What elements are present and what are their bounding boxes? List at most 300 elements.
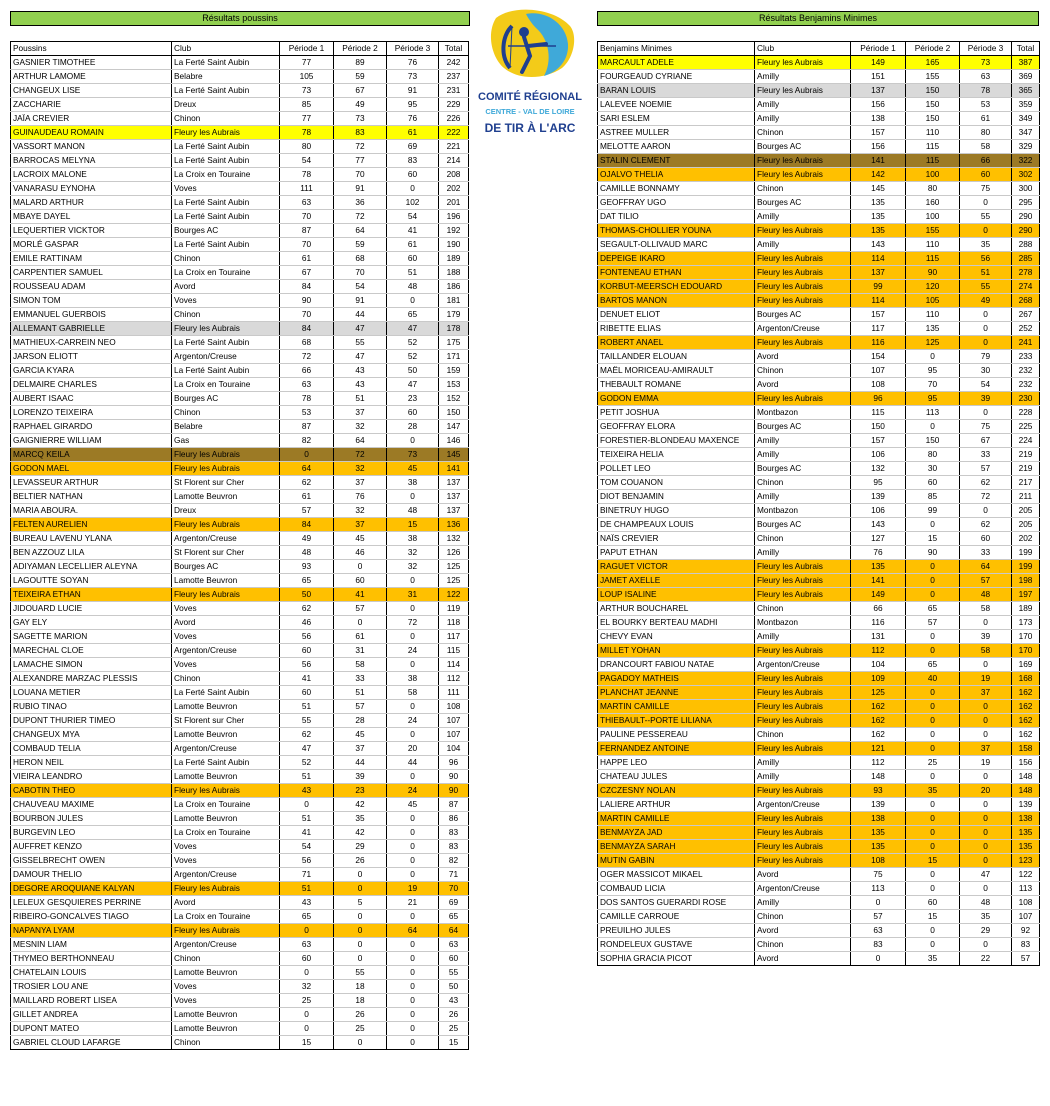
periode-2-score: 0 (906, 588, 960, 602)
periode-2-score: 43 (334, 364, 387, 378)
periode-2-score: 150 (906, 112, 960, 126)
table-row (11, 770, 469, 784)
table-row (598, 742, 1040, 756)
total-score: 82 (439, 854, 469, 868)
archer-name: BUREAU LAVENU YLANA (11, 532, 172, 546)
periode-1-score: 116 (851, 616, 906, 630)
total-score: 125 (439, 574, 469, 588)
table-row (11, 616, 469, 630)
total-score: 156 (1012, 756, 1040, 770)
periode-1-score: 84 (280, 280, 334, 294)
archer-name: GUINAUDEAU ROMAIN (11, 126, 172, 140)
table-row (598, 196, 1040, 210)
club-name: La Ferté Saint Aubin (172, 56, 280, 70)
periode-1-score: 84 (280, 322, 334, 336)
periode-2-score: 26 (334, 1008, 387, 1022)
periode-1-score: 95 (851, 476, 906, 490)
table-row (11, 798, 469, 812)
periode-3-score: 48 (387, 504, 439, 518)
club-name: Montbazon (755, 616, 851, 630)
total-score: 90 (439, 770, 469, 784)
archer-name: CARPENTIER SAMUEL (11, 266, 172, 280)
total-score: 202 (1012, 532, 1040, 546)
archer-name: GAIGNIERRE WILLIAM (11, 434, 172, 448)
table-row (11, 574, 469, 588)
club-name: Fleury les Aubrais (755, 742, 851, 756)
table-row (598, 882, 1040, 896)
archer-name: JARSON ELIOTT (11, 350, 172, 364)
periode-2-score: 155 (906, 70, 960, 84)
periode-2-score: 15 (906, 532, 960, 546)
table-row (11, 210, 469, 224)
periode-1-score: 77 (280, 112, 334, 126)
archer-name: RIBETTE ELIAS (598, 322, 755, 336)
periode-3-score: 55 (960, 210, 1012, 224)
periode-3-score: 49 (960, 294, 1012, 308)
periode-3-score: 91 (387, 84, 439, 98)
periode-2-score: 49 (334, 98, 387, 112)
archer-name: CABOTIN THEO (11, 784, 172, 798)
periode-1-score: 51 (280, 700, 334, 714)
table-row (11, 966, 469, 980)
table-row (11, 196, 469, 210)
total-score: 219 (1012, 448, 1040, 462)
periode-1-score: 142 (851, 168, 906, 182)
club-name: Bourges AC (755, 196, 851, 210)
table-row (598, 70, 1040, 84)
periode-1-score: 105 (280, 70, 334, 84)
periode-1-score: 66 (851, 602, 906, 616)
total-score: 60 (439, 952, 469, 966)
periode-2-score: 18 (334, 980, 387, 994)
archer-name: DAT TILIO (598, 210, 755, 224)
periode-1-score: 0 (851, 896, 906, 910)
club-name: Avord (755, 868, 851, 882)
archer-name: ROBERT ANAEL (598, 336, 755, 350)
periode-1-score: 60 (280, 952, 334, 966)
periode-1-score: 87 (280, 420, 334, 434)
archer-name: GEOFFRAY UGO (598, 196, 755, 210)
periode-3-score: 35 (960, 910, 1012, 924)
club-name: Voves (172, 994, 280, 1008)
periode-2-score: 26 (334, 854, 387, 868)
periode-3-score: 0 (960, 938, 1012, 952)
periode-2-score: 0 (906, 812, 960, 826)
club-name: Bourges AC (755, 308, 851, 322)
table-row (598, 266, 1040, 280)
periode-1-score: 61 (280, 490, 334, 504)
table-row (598, 364, 1040, 378)
poussins-results-table (10, 41, 469, 1050)
periode-2-score: 47 (334, 322, 387, 336)
table-row (598, 182, 1040, 196)
periode-1-score: 67 (280, 266, 334, 280)
periode-2-score: 155 (906, 224, 960, 238)
periode-2-score: 59 (334, 238, 387, 252)
club-name: Bourges AC (172, 560, 280, 574)
periode-3-score: 0 (960, 840, 1012, 854)
periode-2-score: 45 (334, 728, 387, 742)
periode-1-score: 48 (280, 546, 334, 560)
total-score: 232 (1012, 364, 1040, 378)
club-name: Chinon (755, 476, 851, 490)
periode-2-score: 125 (906, 336, 960, 350)
total-score: 196 (439, 210, 469, 224)
club-name: Chinon (172, 112, 280, 126)
periode-1-score: 51 (280, 882, 334, 896)
periode-2-score: 29 (334, 840, 387, 854)
periode-1-score: 62 (280, 602, 334, 616)
periode-1-score: 109 (851, 672, 906, 686)
periode-3-score: 0 (960, 308, 1012, 322)
periode-3-score: 0 (960, 728, 1012, 742)
archer-name: BEN AZZOUZ LILA (11, 546, 172, 560)
periode-3-score: 63 (960, 70, 1012, 84)
archer-name: JAMET AXELLE (598, 574, 755, 588)
periode-3-score: 75 (960, 182, 1012, 196)
periode-2-score: 80 (906, 182, 960, 196)
table-row (11, 462, 469, 476)
periode-2-score: 160 (906, 196, 960, 210)
club-name: La Ferté Saint Aubin (172, 196, 280, 210)
archer-name: LALIERE ARTHUR (598, 798, 755, 812)
archer-name: CHEVY EVAN (598, 630, 755, 644)
periode-3-score: 62 (960, 476, 1012, 490)
periode-2-score: 85 (906, 490, 960, 504)
periode-2-score: 0 (906, 700, 960, 714)
periode-1-score: 56 (280, 630, 334, 644)
total-score: 170 (1012, 630, 1040, 644)
archer-name: RONDELEUX GUSTAVE (598, 938, 755, 952)
periode-1-score: 0 (280, 448, 334, 462)
archer-name: LOUANA METIER (11, 686, 172, 700)
archer-name: TROSIER LOU ANE (11, 980, 172, 994)
periode-2-score: 0 (906, 924, 960, 938)
archer-name: VASSORT MANON (11, 140, 172, 154)
periode-3-score: 48 (387, 280, 439, 294)
periode-3-score: 0 (387, 826, 439, 840)
table-row (11, 854, 469, 868)
periode-2-score: 0 (906, 882, 960, 896)
periode-2-score: 110 (906, 126, 960, 140)
table-row (11, 238, 469, 252)
club-name: Chinon (172, 252, 280, 266)
club-name: Amilly (755, 98, 851, 112)
periode-2-score: 110 (906, 238, 960, 252)
periode-1-score: 162 (851, 714, 906, 728)
club-name: St Florent sur Cher (172, 714, 280, 728)
periode-3-score: 0 (960, 826, 1012, 840)
table-row (11, 182, 469, 196)
periode-1-score: 55 (280, 714, 334, 728)
table-row (598, 896, 1040, 910)
periode-1-score: 0 (280, 1008, 334, 1022)
club-name: Voves (172, 840, 280, 854)
periode-3-score: 72 (387, 616, 439, 630)
archer-name: TAILLANDER ELOUAN (598, 350, 755, 364)
archer-name: ARTHUR BOUCHAREL (598, 602, 755, 616)
table-row (598, 658, 1040, 672)
periode-2-score: 5 (334, 896, 387, 910)
periode-3-score: 24 (387, 644, 439, 658)
periode-2-score: 100 (906, 210, 960, 224)
club-name: Voves (172, 630, 280, 644)
total-score: 132 (439, 532, 469, 546)
periode-2-score: 0 (334, 938, 387, 952)
archer-name: DOS SANTOS GUERARDI ROSE (598, 896, 755, 910)
table-row (598, 168, 1040, 182)
table-row (11, 812, 469, 826)
table-row (11, 378, 469, 392)
periode-3-score: 60 (960, 168, 1012, 182)
periode-1-score: 0 (280, 966, 334, 980)
periode-1-score: 162 (851, 700, 906, 714)
table-row (598, 686, 1040, 700)
table-row (11, 840, 469, 854)
archer-name: BARROCAS MELYNA (11, 154, 172, 168)
club-name: La Croix en Touraine (172, 168, 280, 182)
table-row (11, 994, 469, 1008)
total-score: 168 (1012, 672, 1040, 686)
periode-3-score: 0 (387, 868, 439, 882)
periode-1-score: 50 (280, 588, 334, 602)
comite-regional-logo (474, 6, 586, 148)
periode-2-score: 90 (906, 266, 960, 280)
total-score: 228 (1012, 406, 1040, 420)
club-name: Gas (172, 434, 280, 448)
periode-1-score: 139 (851, 490, 906, 504)
periode-3-score: 39 (960, 392, 1012, 406)
table-row (598, 448, 1040, 462)
table-row (598, 476, 1040, 490)
table-row (598, 602, 1040, 616)
club-name: La Croix en Touraine (172, 826, 280, 840)
table-row (598, 154, 1040, 168)
archer-name: MELOTTE AARON (598, 140, 755, 154)
archer-name: SEGAULT-OLLIVAUD MARC (598, 238, 755, 252)
periode-3-score: 21 (387, 896, 439, 910)
periode-1-score: 83 (851, 938, 906, 952)
periode-3-score: 44 (387, 756, 439, 770)
total-score: 369 (1012, 70, 1040, 84)
table-row (11, 658, 469, 672)
total-score: 96 (439, 756, 469, 770)
total-score: 123 (1012, 854, 1040, 868)
total-score: 221 (439, 140, 469, 154)
periode-1-score: 99 (851, 280, 906, 294)
periode-1-score: 135 (851, 560, 906, 574)
club-name: Chinon (755, 910, 851, 924)
table-row (598, 294, 1040, 308)
periode-3-score: 69 (387, 140, 439, 154)
total-score: 274 (1012, 280, 1040, 294)
periode-3-score: 38 (387, 672, 439, 686)
table-row (598, 322, 1040, 336)
table-row (11, 1008, 469, 1022)
total-score: 141 (439, 462, 469, 476)
periode-3-score: 19 (960, 672, 1012, 686)
club-name: La Ferté Saint Aubin (172, 686, 280, 700)
total-score: 150 (439, 406, 469, 420)
club-name: Amilly (755, 238, 851, 252)
club-name: Argenton/Creuse (172, 532, 280, 546)
table-row (11, 910, 469, 924)
archer-name: CAMILLE CARROUE (598, 910, 755, 924)
club-name: Fleury les Aubrais (172, 462, 280, 476)
table-row (598, 672, 1040, 686)
periode-2-score: 0 (906, 518, 960, 532)
table-row (11, 560, 469, 574)
archer-name: GEOFFRAY ELORA (598, 420, 755, 434)
archer-name: THOMAS-CHOLLIER YOUNA (598, 224, 755, 238)
periode-3-score: 60 (387, 168, 439, 182)
table-row (11, 364, 469, 378)
periode-2-score: 83 (334, 126, 387, 140)
periode-3-score: 0 (387, 812, 439, 826)
archer-name: CHATELAIN LOUIS (11, 966, 172, 980)
total-score: 199 (1012, 560, 1040, 574)
total-score: 112 (439, 672, 469, 686)
poussins-title: Résultats poussins (202, 13, 278, 23)
total-score: 137 (439, 476, 469, 490)
total-score: 329 (1012, 140, 1040, 154)
periode-2-score: 41 (334, 588, 387, 602)
archer-name: ARTHUR LAMOME (11, 70, 172, 84)
archer-name: ALLEMANT GABRIELLE (11, 322, 172, 336)
archer-name: PAULINE PESSEREAU (598, 728, 755, 742)
total-score: 158 (1012, 742, 1040, 756)
periode-3-score: 32 (387, 546, 439, 560)
periode-2-score: 0 (334, 910, 387, 924)
periode-2-score: 33 (334, 672, 387, 686)
total-score: 108 (439, 700, 469, 714)
club-name: Chinon (172, 1036, 280, 1050)
archer-name: BOURBON JULES (11, 812, 172, 826)
club-name: Chinon (172, 672, 280, 686)
total-score: 192 (439, 224, 469, 238)
club-name: Amilly (755, 630, 851, 644)
periode-3-score: 23 (387, 392, 439, 406)
table-row (598, 504, 1040, 518)
periode-2-score: 0 (334, 952, 387, 966)
periode-1-score: 141 (851, 154, 906, 168)
periode-2-score: 28 (334, 714, 387, 728)
periode-1-score: 77 (280, 56, 334, 70)
club-name: Lamotte Beuvron (172, 812, 280, 826)
periode-2-score: 135 (906, 322, 960, 336)
total-score: 83 (439, 826, 469, 840)
club-name: Argenton/Creuse (172, 644, 280, 658)
periode-2-score: 0 (906, 644, 960, 658)
periode-2-score: 45 (334, 532, 387, 546)
total-score: 83 (439, 840, 469, 854)
table-row (598, 588, 1040, 602)
periode-2-score: 150 (906, 84, 960, 98)
periode-1-score: 115 (851, 406, 906, 420)
periode-1-score: 47 (280, 742, 334, 756)
periode-3-score: 0 (960, 616, 1012, 630)
periode-1-score: 132 (851, 462, 906, 476)
periode-3-score: 19 (960, 756, 1012, 770)
total-score: 63 (439, 938, 469, 952)
archer-name: EMMANUEL GUERBOIS (11, 308, 172, 322)
table-row (11, 546, 469, 560)
total-score: 55 (439, 966, 469, 980)
archer-name: FOURGEAUD CYRIANE (598, 70, 755, 84)
table-row (11, 868, 469, 882)
club-name: Lamotte Beuvron (172, 700, 280, 714)
club-name: Fleury les Aubrais (755, 56, 851, 70)
club-name: Fleury les Aubrais (755, 714, 851, 728)
periode-2-score: 60 (906, 896, 960, 910)
archer-name: NAÏS CREVIER (598, 532, 755, 546)
total-score: 178 (439, 322, 469, 336)
col-header-club: Club (172, 42, 280, 56)
periode-1-score: 32 (280, 980, 334, 994)
periode-3-score: 37 (960, 686, 1012, 700)
table-row (598, 336, 1040, 350)
periode-3-score: 0 (387, 1036, 439, 1050)
total-score: 25 (439, 1022, 469, 1036)
periode-3-score: 0 (387, 700, 439, 714)
periode-1-score: 114 (851, 294, 906, 308)
total-score: 135 (1012, 840, 1040, 854)
table-row (11, 476, 469, 490)
club-name: Montbazon (755, 406, 851, 420)
table-row (11, 70, 469, 84)
periode-1-score: 66 (280, 364, 334, 378)
periode-1-score: 131 (851, 630, 906, 644)
periode-2-score: 30 (906, 462, 960, 476)
table-row (598, 938, 1040, 952)
periode-2-score: 0 (906, 840, 960, 854)
table-row (598, 546, 1040, 560)
periode-1-score: 75 (851, 868, 906, 882)
total-score: 152 (439, 392, 469, 406)
periode-1-score: 51 (280, 812, 334, 826)
club-name: Chinon (172, 952, 280, 966)
total-score: 208 (439, 168, 469, 182)
club-name: Fleury les Aubrais (755, 826, 851, 840)
periode-2-score: 0 (334, 868, 387, 882)
total-score: 365 (1012, 84, 1040, 98)
total-score: 205 (1012, 518, 1040, 532)
archer-name: RAGUET VICTOR (598, 560, 755, 574)
archer-name: GARCIA KYARA (11, 364, 172, 378)
periode-2-score: 32 (334, 462, 387, 476)
periode-2-score: 72 (334, 210, 387, 224)
total-score: 359 (1012, 98, 1040, 112)
club-name: La Croix en Touraine (172, 798, 280, 812)
club-name: St Florent sur Cher (172, 476, 280, 490)
periode-1-score: 96 (851, 392, 906, 406)
periode-3-score: 102 (387, 196, 439, 210)
club-name: Voves (172, 602, 280, 616)
periode-2-score: 57 (334, 602, 387, 616)
total-score: 201 (439, 196, 469, 210)
total-score: 111 (439, 686, 469, 700)
periode-1-score: 125 (851, 686, 906, 700)
periode-3-score: 39 (960, 630, 1012, 644)
archer-name: LOUP ISALINE (598, 588, 755, 602)
total-score: 162 (1012, 714, 1040, 728)
total-score: 225 (1012, 420, 1040, 434)
periode-3-score: 47 (387, 322, 439, 336)
periode-1-score: 57 (280, 504, 334, 518)
periode-1-score: 65 (280, 574, 334, 588)
archer-name: MARCAULT ADELE (598, 56, 755, 70)
total-score: 205 (1012, 504, 1040, 518)
